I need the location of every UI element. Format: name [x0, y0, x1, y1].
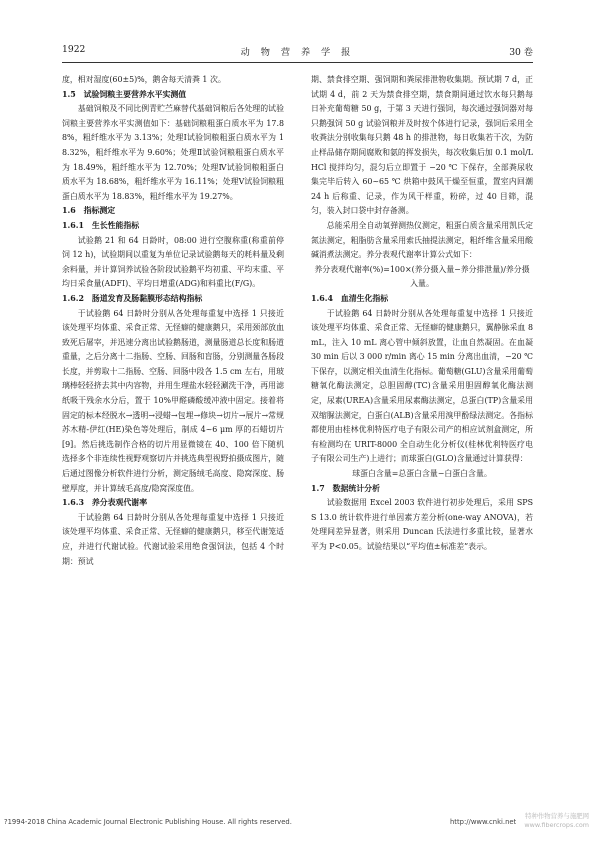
paragraph: 试验数据用 Excel 2003 软件进行初步处理后，采用 SPSS 13.0 统计软件进行单因素方差分析(one-way ANOVA)，若处理间差异显著，则采用 Duncan 氏法进行多重比较，显著水平为 P<0.05。试验结果以“平均值±标准差”表示。: [311, 498, 533, 551]
formula: 球蛋白含量=总蛋白含量−白蛋白含量。: [352, 469, 492, 479]
section-heading: 1.6.4 血清生化指标: [311, 293, 389, 303]
volume-label: 30 卷: [509, 47, 533, 58]
paragraph-continued: 度，相对湿度(60±5)%，鹅舍每天清粪 1 次。: [62, 75, 226, 84]
page-number: 1922: [62, 44, 86, 55]
header-rule: [62, 62, 533, 63]
section-heading: 1.5 试验饲粮主要营养水平实测值: [62, 89, 187, 99]
section-heading: 1.6.2 肠道发育及肠黏膜形态结构指标: [62, 293, 203, 303]
formula: 养分表观代谢率(%)=100×(养分摄入量−养分排泄量)/养分摄入量。: [314, 264, 530, 289]
watermark: [489, 812, 589, 830]
section-heading: 1.6.3 养分表观代谢率: [62, 498, 148, 508]
watermark-site-name: 特种作物营养与施肥网: [525, 812, 589, 820]
paragraph: 于试验鹅 64 日龄时分别从各处理每重复中选择 1 只接近该处理平均体重、采食正常、无怪癖的健康鹅只，翼静脉采血 8 mL，注入 10 mL 离心管中倾斜放置，让血自然凝固。在血凝 30 min 后以 3 000 r/min 离心 15 min 分离出血清，−20 ℃ 下保存，以测定相关血清生化指标。葡萄糖(GLU)含量采用葡萄糖氧化酶法测定，总胆固醇(TC)含量采用胆固醇氧化酶法测定，尿素(UREA)含量采用尿素酶法测定，总蛋白(TP)含量采用双缩脲法测定，白蛋白(ALB)含量采用溴甲酚绿法测定。各指标都使用由桂林优利特医疗电子有限公司产的相应试剂盒测定，所有检测均在 URIT-8000 全自动生化分析仪(桂林优利特医疗电子有限公司生产)上进行；而球蛋白(GLO)含量通过计算获得：: [311, 308, 533, 464]
right-column: [311, 73, 533, 555]
paragraph: 于试验鹅 64 日龄时分别从各处理每重复中选择 1 只接近该处理平均体重、采食正常、无怪癖的健康鹅只，移至代谢笼适应，并进行代谢试验。代谢试验采用绝食强饲法，包括 4 个时期：预试: [62, 512, 284, 566]
paragraph: 基础饲粮及不同比例青贮苎麻替代基础饲粮后各处理的试验饲粮主要营养水平实测值如下：基础饲粮粗蛋白质水平为 17.88%，粗纤维水平为 3.13%；处理Ⅰ试验饲粮粗蛋白质水平为 18.32%，粗纤维水平为 9.60%；处理Ⅱ试验饲粮粗蛋白质水平为 18.49%，粗纤维水平为 12.70%；处理Ⅳ试验饲粮粗蛋白质水平为 18.68%，粗纤维水平为 16.11%；处理Ⅴ试验饲粮粗蛋白质水平为 18.83%，粗纤维水平为 19.27%。: [62, 104, 284, 201]
paragraph: 总能采用全自动氧弹测热仪测定，粗蛋白质含量采用凯氏定氮法测定，粗脂肪含量采用索氏抽提法测定，粗纤维含量采用酸碱消煮法测定。养分表观代谢率计算公式如下：: [311, 220, 533, 260]
paragraph-continued: 期、禁食排空期、强饲期和粪尿排泄物收集期。预试期 7 d，正试期 4 d，前 2 天为禁食排空期，禁食期间通过饮水每只鹅每日补充葡萄糖 50 g，于第 3 天进行强饲，每次通过强饲器对每只鹅强饲 50 g 试验饲粮并及时按个体进行记录，强饲后采用全收粪法分别收集每只鹅 48 h 的排泄物，每日收集若干次，为防止样品储存期间腐败和氨的挥发损失，每次收集后加 0.1 mol/L HCl 搅拌均匀，混匀后立即置于 −20 ℃ 下保存，全部粪尿收集完毕后转入 60~65 ℃ 烘箱中鼓风干燥至恒重，置室内回潮 24 h 后称重、记录，作为风干样重，粉碎，过 40 目筛，混匀，装入封口袋中封存备测。: [311, 75, 533, 216]
watermark-url: www.fibercrops.com: [524, 821, 589, 829]
section-heading: 1.6 指标测定: [62, 206, 116, 216]
running-header: [62, 42, 533, 58]
section-heading: 1.6.1 生长性能指标: [62, 220, 140, 230]
section-heading: 1.7 数据统计分析: [311, 483, 380, 493]
journal-title: 动 物 营 养 学 报: [240, 47, 355, 58]
paragraph: 于试验鹅 64 日龄时分别从各处理每重复中选择 1 只接近该处理平均体重、采食正常、无怪癖的健康鹅只，采用颈部放血致死后屠宰，并迅速分离出试验鹅肠道，测量肠道总长度和肠道重量，之后分离十二指肠、空肠、回肠和盲肠，分别测量各肠段长度，并剪取十二指肠、空肠、回肠中段各 1.5 cm 左右，用玻璃棒轻轻挤去其中内容物，并用生理盐水轻轻涮洗干净，再用滤纸吸干残余水分后，置于 10%甲醛磷酸缓冲液中固定。接着将固定的标本经脱水→透明→浸蜡→包埋→修块→切片→展片→常规苏木精-伊红(HE)染色等处理后，制成 4~6 μm 厚的石蜡切片[9]。然后挑选制作合格的切片用显微镜在 40、100 倍下随机选择多个非连续性视野观察切片并挑选典型视野拍摄成图片，随后通过图像分析软件进行分析，测定肠绒毛高度、隐窝深度、肠壁厚度，并计算绒毛高度/隐窝深度值。: [62, 308, 284, 493]
copyright-line: ?1994-2018 China Academic Journal Electronic Publishing House. All rights reserved.: [4, 818, 292, 826]
left-column: [62, 73, 284, 569]
footer-link[interactable]: http://www.cnki.net: [450, 818, 517, 826]
paragraph: 试验鹅 21 和 64 日龄时，08:00 进行空腹称重(称重前停饲 12 h)，试验期间以重复为单位记录试验鹅每天的耗料量及剩余料量，并计算饲养试验各阶段试验鹅平均初重、平均末重、平均日采食量(ADFI)、平均日增重(ADG)和料重比(F/G)。: [62, 235, 284, 289]
